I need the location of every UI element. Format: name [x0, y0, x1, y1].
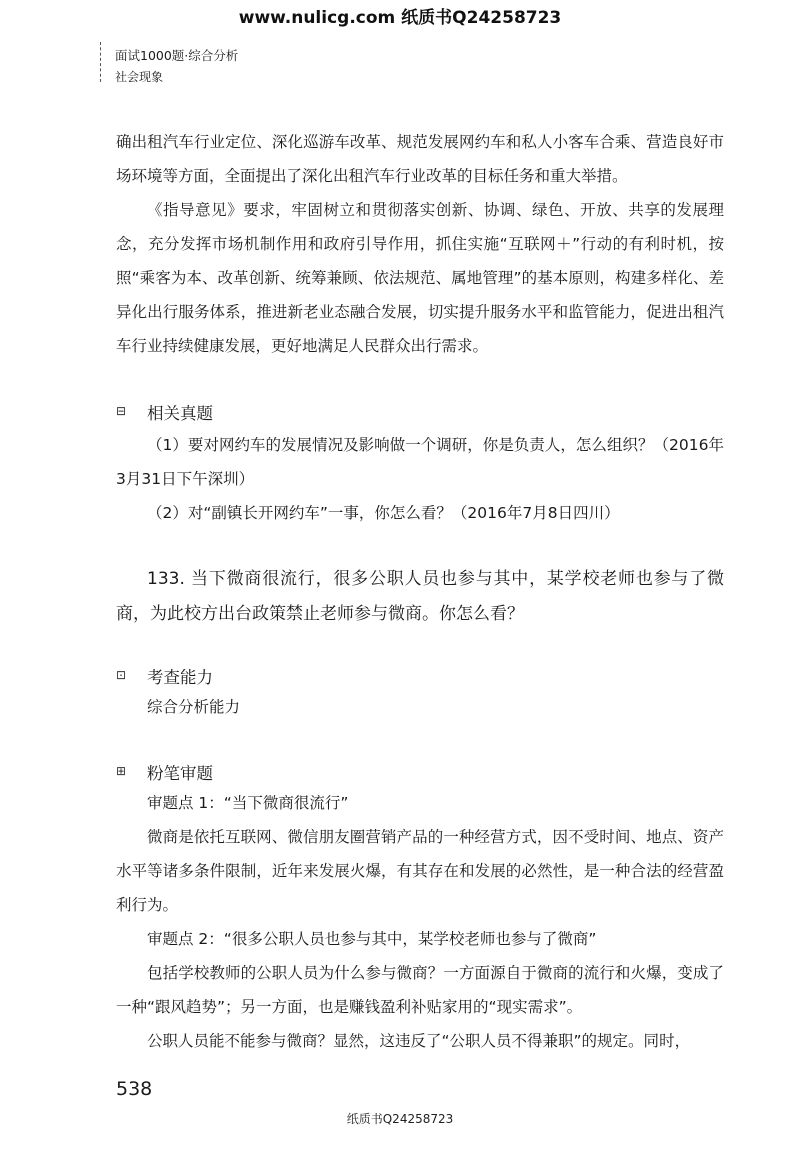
question-block	[116, 562, 724, 632]
running-header-subtitle: 社会现象	[115, 70, 164, 84]
review-heading: 粉笔审题	[147, 764, 213, 783]
related-list	[116, 428, 724, 530]
page-number: 538	[116, 1078, 153, 1100]
review-paragraph-3: 公职人员能不能参与微商？显然，这违反了“公职人员不得兼职”的规定。同时，	[147, 1032, 691, 1050]
running-header-title: 面试1000题·综合分析	[115, 48, 239, 63]
intro-paragraph-1: 确出租汽车行业定位、深化巡游车改革、规范发展网约车和私人小客车合乘、营造良好市场环境等方面，全面提出了深化出租汽车行业改革的目标任务和重大举措。	[116, 133, 724, 185]
question-text: 133. 当下微商很流行，很多公职人员也参与其中，某学校老师也参与了微商，为此校方出台政策禁止老师参与微商。你怎么看？	[116, 569, 724, 624]
related-icon: ⊟	[116, 404, 127, 418]
related-question-2: （2）对“副镇长开网约车”一事，你怎么看？（2016年7月8日四川）	[147, 504, 620, 522]
related-heading: 相关真题	[147, 404, 213, 423]
review-point-1: 审题点 1：“当下微商很流行”	[147, 794, 349, 812]
review-paragraph-2: 包括学校教师的公职人员为什么参与微商？一方面源自于微商的流行和火爆，变成了一种“跟风趋势”；另一方面，也是赚钱盈利补贴家用的“现实需求”。	[116, 964, 724, 1016]
top-banner: www.nulicg.com 纸质书Q24258723	[238, 8, 562, 28]
review-paragraph-1: 微商是依托互联网、微信朋友圈营销产品的一种经营方式，因不受时间、地点、资产水平等诸多条件限制，近年来发展火爆，有其存在和发展的必然性，是一种合法的经营盈利行为。	[116, 828, 724, 914]
ability-icon: ⊡	[116, 668, 127, 682]
intro-paragraph-2: 《指导意见》要求，牢固树立和贯彻落实创新、协调、绿色、开放、共享的发展理念，充分发挥市场机制作用和政府引导作用，抓住实施“互联网＋”行动的有利时机，按照“乘客为本、改革创新、统筹兼顾、依法规范、属地管理”的基本原则，构建多样化、差异化出行服务体系，推进新老业态融合发展，切实提升服务水平和监管能力，促进出租汽车行业持续健康发展，更好地满足人民群众出行需求。	[116, 201, 724, 355]
related-question-1: （1）要对网约车的发展情况及影响做一个调研，你是负责人，怎么组织？（2016年3月31日下午深圳）	[116, 436, 724, 488]
ability-value: 综合分析能力	[147, 698, 241, 716]
ability-heading: 考查能力	[147, 668, 213, 687]
review-section	[116, 786, 724, 1058]
review-icon: ⊞	[116, 764, 127, 778]
header-divider	[100, 42, 102, 82]
footer-watermark: 纸质书Q24258723	[346, 1112, 454, 1126]
review-point-2: 审题点 2：“很多公职人员也参与其中，某学校老师也参与了微商”	[147, 930, 597, 948]
intro-section	[116, 125, 724, 363]
